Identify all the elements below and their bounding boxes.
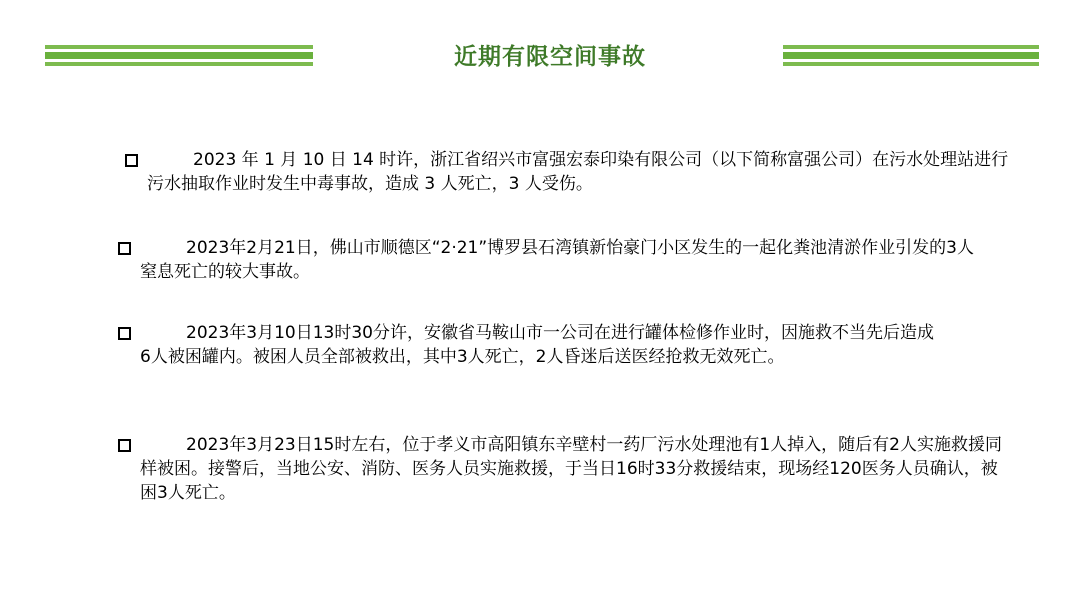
square-bullet-icon — [118, 242, 131, 255]
accident-text: 2023 年 1 月 10 日 14 时许，浙江省绍兴市富强宏泰印染有限公司（以下简称富强公司）在污水处理站进行污水抽取作业时发生中毒事故，造成 3 人死亡，3 人受伤。 — [147, 150, 1009, 194]
page-title: 近期有限空间事故 — [454, 44, 646, 70]
accident-text: 2023年2月21日，佛山市顺德区“2·21”博罗县石湾镇新怡豪门小区发生的一起化粪池清淤作业引发的3人窒息死亡的较大事故。 — [140, 238, 974, 282]
decoration-stripe — [45, 45, 313, 49]
square-bullet-icon — [118, 439, 131, 452]
decoration-stripe — [45, 52, 313, 59]
accident-text: 2023年3月10日13时30分许，安徽省马鞍山市一公司在进行罐体检修作业时，因施救不当先后造成6人被困罐内。被困人员全部被救出，其中3人死亡，2人昏迷后送医经抢救无效死亡。 — [140, 323, 934, 367]
title-decoration-right — [783, 45, 1039, 67]
decoration-stripe — [45, 62, 313, 66]
square-bullet-icon — [118, 327, 131, 340]
title-decoration-left — [45, 45, 313, 67]
decoration-stripe — [783, 45, 1039, 49]
decoration-stripe — [783, 62, 1039, 66]
accident-text: 2023年3月23日15时左右，位于孝义市高阳镇东辛壁村一药厂污水处理池有1人掉入，随后有2人实施救援同样被困。接警后，当地公安、消防、医务人员实施救援，于当日16时33分救援结束，现场经120医务人员确认，被困3人死亡。 — [140, 435, 1002, 503]
decoration-stripe — [783, 52, 1039, 59]
square-bullet-icon — [125, 154, 138, 167]
